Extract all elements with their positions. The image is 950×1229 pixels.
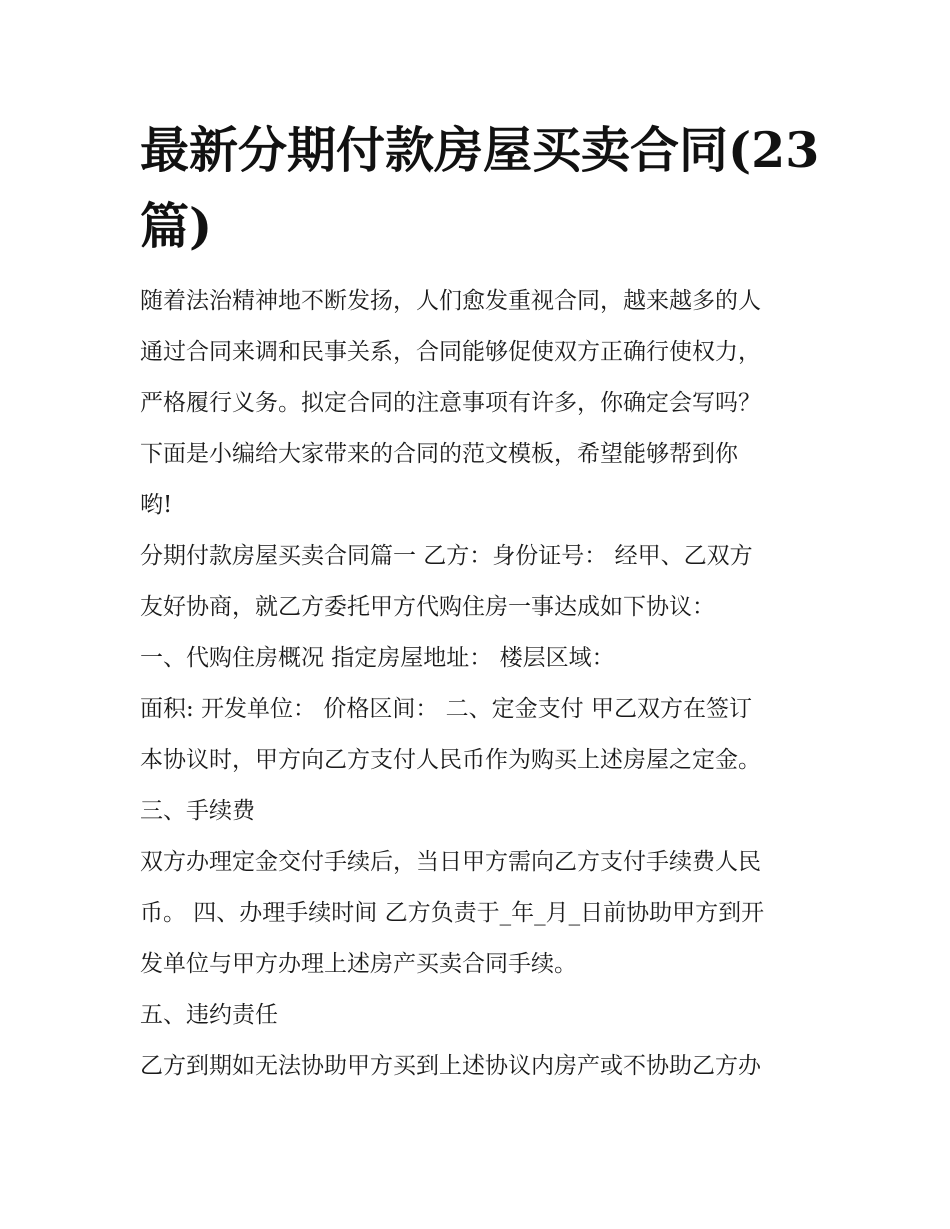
body-line: 乙方到期如无法协助甲方买到上述协议内房产或不协助乙方办 (140, 1053, 761, 1079)
body-line: 哟! (140, 492, 173, 518)
body-line: 分期付款房屋买卖合同篇一 乙方：身份证号： 经甲、乙双方 (140, 543, 753, 569)
section-heading: 一、代购住房概况 指定房屋地址： 楼层区域： (140, 645, 615, 671)
body-line: 严格履行义务。拟定合同的注意事项有许多，你确定会写吗？ (140, 390, 761, 416)
body-line: 友好协商，就乙方委托甲方代购住房一事达成如下协议： (140, 594, 715, 620)
title-line-2: 篇) (140, 197, 213, 255)
body-line: 本协议时，甲方向乙方支付人民币作为购买上述房屋之定金。 (140, 747, 761, 773)
body-line: 随着法治精神地不断发扬，人们愈发重视合同，越来越多的人 (140, 288, 761, 314)
body-line: 币。 四、办理手续时间 乙方负责于_年_月_日前协助甲方到开 (140, 900, 765, 926)
title-line-1: 最新分期付款房屋买卖合同(23 (140, 121, 820, 179)
section-heading: 三、手续费 (140, 798, 255, 824)
document-body (140, 276, 820, 1092)
body-line: 双方办理定金交付手续后，当日甲方需向乙方支付手续费人民 (140, 849, 761, 875)
body-line: 面积: 开发单位： 价格区间： 二、定金支付 甲乙双方在签订 (140, 696, 752, 722)
body-line: 通过合同来调和民事关系，合同能够促使双方正确行使权力， (140, 339, 761, 365)
body-line: 下面是小编给大家带来的合同的范文模板，希望能够帮到你 (140, 441, 738, 467)
section-heading: 五、违约责任 (140, 1002, 278, 1028)
document-title (140, 112, 830, 264)
body-line: 发单位与甲方办理上述房产买卖合同手续。 (140, 951, 577, 977)
